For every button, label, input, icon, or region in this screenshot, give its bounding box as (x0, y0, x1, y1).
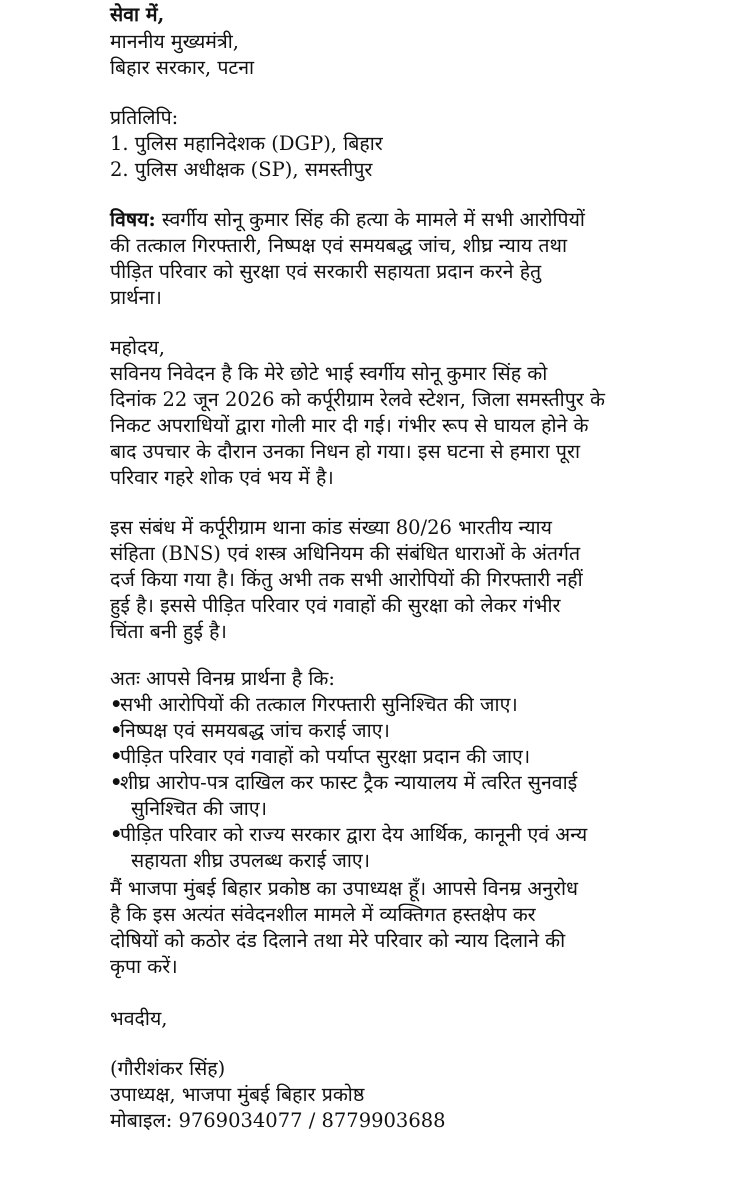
to-label: सेवा में, (110, 3, 165, 26)
sender-designation: उपाध्यक्ष, भाजपा मुंबई बिहार प्रकोष्ठ (110, 1083, 365, 1106)
bullet-icon: • (110, 719, 123, 742)
closing-line-2: है कि इस अत्यंत संवेदनशील मामले में व्यक्तिगत हस्तक्षेप कर (110, 903, 536, 926)
copy-item-1: 1. पुलिस महानिदेशक (DGP), बिहार (110, 132, 383, 155)
request-text-3: पीड़ित परिवार एवं गवाहों को पर्याप्त सुरक्षा प्रदान की जाए। (120, 745, 531, 768)
subject-line-2: की तत्काल गिरफ्तारी, निष्पक्ष एवं समयबद्ध जांच, शीघ्र न्याय तथा (110, 234, 568, 257)
request-text-1: सभी आरोपियों की तत्काल गिरफ्तारी सुनिश्चित की जाए। (120, 693, 518, 716)
para2-line-2: संहिता (BNS) एवं शस्त्र अधिनियम की संबंधित धाराओं के अंतर्गत (110, 542, 581, 565)
signoff: भवदीय, (110, 1007, 168, 1030)
bullet-icon: • (110, 693, 123, 716)
subject-text-1: स्वर्गीय सोनू कुमार सिंह की हत्या के मामले में सभी आरोपियों (155, 208, 585, 231)
requests-intro: अतः आपसे विनम्र प्रार्थना है कि: (110, 667, 335, 690)
para2-line-5: चिंता बनी हुई है। (110, 620, 227, 643)
request-item-4 (110, 770, 577, 797)
addressee-line-2: बिहार सरकार, पटना (110, 56, 255, 79)
addressee-line-1: माननीय मुख्यमंत्री, (110, 30, 239, 53)
bullet-icon: • (110, 745, 123, 768)
closing-line-1: मैं भाजपा मुंबई बिहार प्रकोष्ठ का उपाध्यक्ष हूँ। आपसे विनम्र अनुरोध (110, 877, 579, 900)
closing-line-3: दोषियों को कठोर दंड दिलाने तथा मेरे परिवार को न्याय दिलाने की (110, 929, 566, 952)
para2-line-4: हुई है। इससे पीड़ित परिवार एवं गवाहों की सुरक्षा को लेकर गंभीर (110, 594, 561, 617)
request-item-2 (110, 718, 390, 745)
para1-line-3: निकट अपराधियों द्वारा गोली मार दी गई। गंभीर रूप से घायल होने के (110, 414, 589, 437)
para1-line-1: सविनय निवेदन है कि मेरे छोटे भाई स्वर्गीय सोनू कुमार सिंह को (110, 362, 548, 385)
subject-line-1 (110, 207, 585, 234)
subject-line-4: प्रार्थना। (110, 286, 162, 309)
request-text-2: निष्पक्ष एवं समयबद्ध जांच कराई जाए। (120, 719, 390, 742)
request-text-4a: शीघ्र आरोप-पत्र दाखिल कर फास्ट ट्रैक न्यायालय में त्वरित सुनवाई (120, 771, 578, 794)
copy-item-2: 2. पुलिस अधीक्षक (SP), समस्तीपुर (110, 158, 373, 181)
salutation: महोदय, (110, 336, 165, 359)
subject-line-3: पीड़ित परिवार को सुरक्षा एवं सरकारी सहायता प्रदान करने हेतु (110, 260, 542, 283)
bullet-icon: • (110, 823, 123, 846)
request-item-1 (110, 692, 518, 719)
request-item-5-continued: सहायता शीघ्र उपलब्ध कराई जाए। (131, 849, 371, 872)
para1-line-5: परिवार गहरे शोक एवं भय में है। (110, 466, 334, 489)
para2-line-3: दर्ज किया गया है। किंतु अभी तक सभी आरोपियों की गिरफ्तारी नहीं (110, 568, 583, 591)
request-item-4-continued: सुनिश्चित की जाए। (131, 797, 268, 820)
request-item-5 (110, 822, 587, 849)
para1-line-4: बाद उपचार के दौरान उनका निधन हो गया। इस घटना से हमारा पूरा (110, 440, 581, 463)
bullet-icon: • (110, 771, 123, 794)
para1-line-2: दिनांक 22 जून 2026 को कर्पूरीग्राम रेलवे स्टेशन, जिला समस्तीपुर के (110, 388, 605, 411)
request-item-3 (110, 744, 530, 771)
para2-line-1: इस संबंध में कर्पूरीग्राम थाना कांड संख्या 80/26 भारतीय न्याय (110, 516, 552, 539)
request-text-5a: पीड़ित परिवार को राज्य सरकार द्वारा देय आर्थिक, कानूनी एवं अन्य (120, 823, 588, 846)
sender-mobile: मोबाइल: 9769034077 / 8779903688 (110, 1109, 446, 1132)
closing-line-4: कृपा करें। (110, 955, 178, 978)
subject-label: विषय: (110, 208, 156, 231)
copy-label: प्रतिलिपि: (110, 106, 179, 129)
sender-name: (गौरीशंकर सिंह) (110, 1057, 226, 1080)
